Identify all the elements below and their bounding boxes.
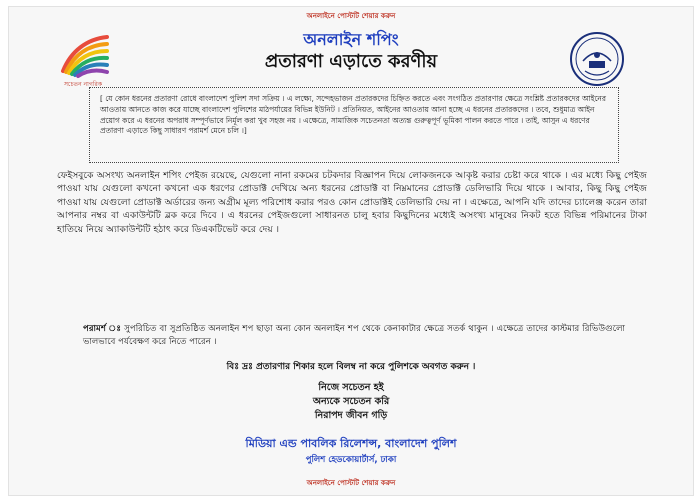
share-note-top: অনলাইনে পোস্টটি শেয়ার করুন	[306, 12, 396, 20]
poster	[8, 6, 694, 496]
slogan-line: নিজে সচেতন হই	[318, 382, 384, 393]
intro-box: [ যে কোন ধরনের প্রতারণা রোধে বাংলাদেশ পুলিশ সদা সক্রিয় । এ লক্ষ্যে, সন্দেহভাজন প্রতারকদের চিহ্নিত করতে এবং সংগঠিত প্রতারণার ক্ষেত্রে সংশ্লিষ্ট প্রতারকদের আইনের আওতায় আনতে কাজ করে যাচ্ছে বাংলাদেশ পুলিশের মাঠপর্যায়ের বিভিন্ন ইউনিট । প্রতিনিয়ত, আইনের আওতায় আনা হচ্ছে এ ধরনের প্রতারকদের । তবে, শুধুমাত্র আইন প্রয়োগ করে এ ধরনের অপরাধ সম্পূর্ণভাবে নির্মূল করা খুব সহজ নয় । এক্ষেত্রে, সামাজিক সচেতনতা অত্যন্ত গুরুত্বপূর্ণ ভূমিকা পালন করতে পারে । তাই, আসুন এ ধরণের প্রতারণা এড়াতে কিছু সাধারণ পরামর্শ মেনে চলি ।]	[89, 87, 619, 163]
poster-subtitle: প্রতারণা এড়াতে করণীয়	[264, 51, 438, 72]
organization-name: মিডিয়া এন্ড পাবলিক রিলেশন্স, বাংলাদেশ পুলিশ	[245, 437, 457, 450]
report-note: বিঃ দ্রঃ প্রতারণার শিকার হলে বিলম্ব না করে পুলিশকে অবগত করুন ।	[226, 362, 476, 372]
main-paragraph: ফেইসবুকে অসংখ্য অনলাইন শপিং পেইজ রয়েছে, যেগুলো নানা রকমের চটকদার বিজ্ঞাপন দিয়ে লোকজনকে আকৃষ্ট করার চেষ্টা করে থাকে । এর মধ্যে কিছু পেইজ পাওয়া যায় যেগুলো কখনো কখনো এক ধরণের প্রোডাক্ট দেখিয়ে অন্য ধরনের প্রোডাক্ট বা নিম্নমানের প্রোডাক্ট ডেলিভারি দিয়ে থাকে । আবার, কিছু কিছু পেইজ পাওয়া যায় যেগুলো প্রোডাক্ট অর্ডারের জন্য অগ্রীম মূল্য পরিশোধ করার পরও কোন প্রোডাক্টই ডেলিভারি দেয় না । এক্ষেত্রে, আপনি যদি তাদের চ্যালেঞ্জ করেন তারা আপনার নম্বর বা একাউন্টটি ব্লক করে দিবে । এ ধরনের পেইজগুলো সাধারনত চালু হবার কিছুদিনের মধ্যেই অসংখ্য মানুষের নিকট হতে বিভিন্ন পরিমানের টাকা হাতিয়ে নিয়ে অ্যাকাউন্টটি হঠাৎ করে ডিএকটিভেট করে দেয় ।	[57, 170, 647, 235]
slogan-line: নিরাপদ জীবন গড়ি	[314, 410, 388, 421]
slogan-line: অন্যকে সচেতন করি	[312, 396, 390, 407]
share-note-bottom: অনলাইনে পোস্টটি শেয়ার করুন	[306, 479, 396, 487]
logo-caption: সচেতন নাগরিক	[63, 81, 103, 88]
poster-title: অনলাইন শপিং	[303, 30, 399, 49]
organization-location: পুলিশ হেডকোয়ার্টার্স, ঢাকা	[305, 455, 397, 465]
advice-label: পরামর্শ ঃ	[83, 324, 122, 334]
advice-paragraph	[83, 323, 625, 349]
slogans	[9, 381, 693, 423]
advice-text: সুপরিচিত বা সুপ্রতিষ্ঠিত অনলাইন শপ ছাড়া অন্য কোন অনলাইন শপ থেকে কেনাকাটার ক্ষেত্রে সতর্ক থাকুন । এক্ষেত্রে তাদের কাস্টমার রিভিউগুলো ভালভাবে পর্যবেক্ষণ করে নিতে পারেন ।	[83, 324, 625, 347]
bangladesh-police-emblem-icon	[569, 31, 625, 87]
